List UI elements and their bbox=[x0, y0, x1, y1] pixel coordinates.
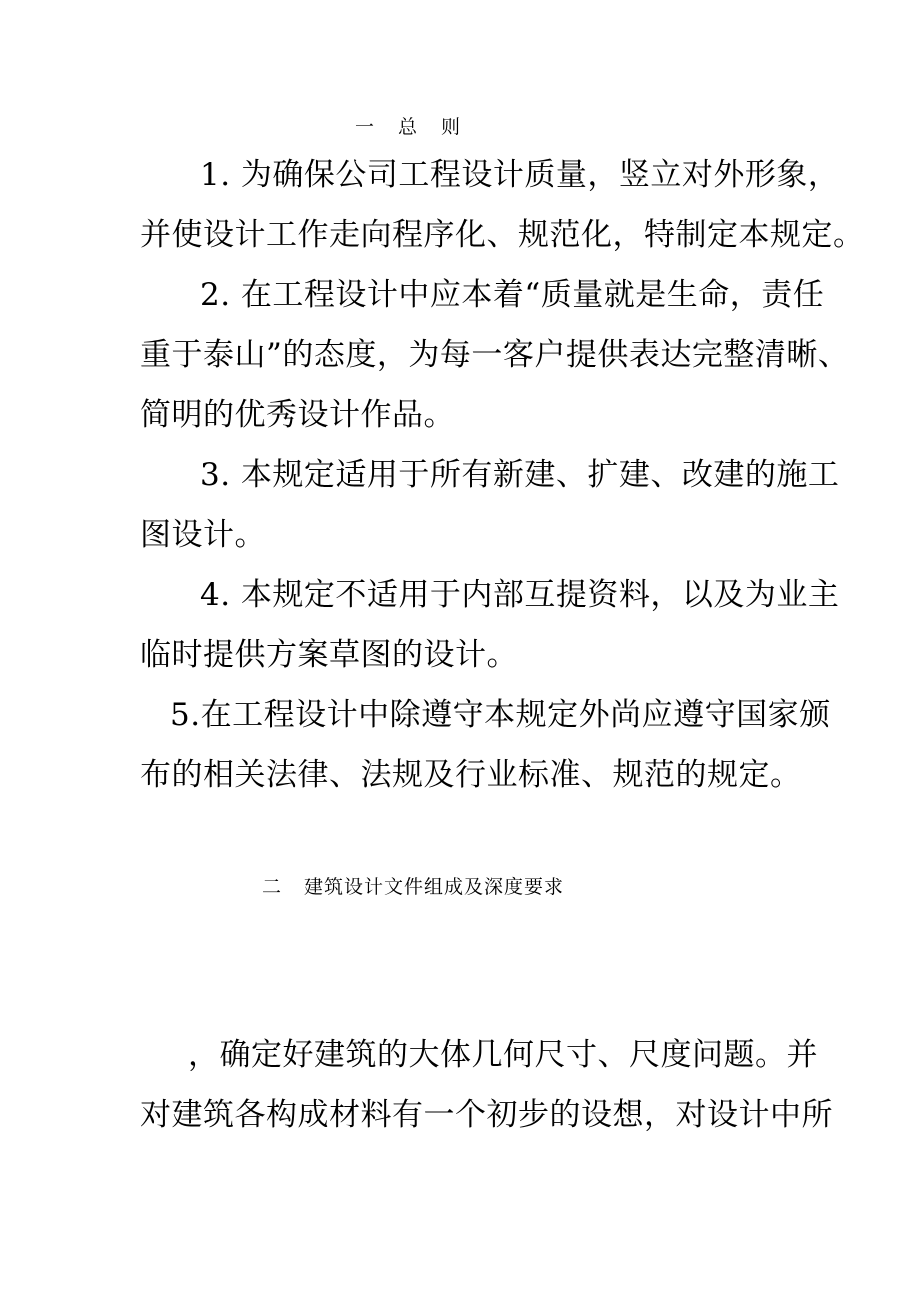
paragraph-line: 重于泰山”的态度，为每一客户提供表达完整清晰、 bbox=[140, 337, 850, 373]
paragraph-line: 2. 在工程设计中应本着“质量就是生命，责任 bbox=[200, 277, 825, 313]
paragraph-line: 并使设计工作走向程序化、规范化，特制定本规定。 bbox=[140, 217, 865, 253]
paragraph-line: 图设计。 bbox=[140, 517, 266, 553]
paragraph-line: 5.在工程设计中除遵守本规定外尚应遵守国家颁 bbox=[170, 697, 831, 733]
heading-number: 二 bbox=[262, 876, 283, 898]
paragraph-line: 1. 为确保公司工程设计质量，竖立对外形象， bbox=[200, 157, 840, 193]
section-heading-architecture bbox=[262, 878, 564, 897]
heading-word: 总 bbox=[398, 116, 424, 138]
section-heading-general bbox=[355, 118, 466, 137]
heading-title: 建筑设计文件组成及深度要求 bbox=[304, 876, 565, 898]
paragraph-line: 临时提供方案草图的设计。 bbox=[140, 637, 518, 673]
heading-word: 则 bbox=[441, 116, 467, 138]
paragraph-line: 对建筑各构成材料有一个初步的设想，对设计中所 bbox=[140, 1097, 833, 1133]
paragraph-line: 简明的优秀设计作品。 bbox=[140, 397, 455, 433]
paragraph-line: 布的相关法律、法规及行业标准、规范的规定。 bbox=[140, 757, 802, 793]
heading-number: 一 bbox=[355, 116, 381, 138]
paragraph-line: 4. 本规定不适用于内部互提资料，以及为业主 bbox=[200, 577, 840, 613]
paragraph-line: ，确定好建筑的大体几何尺寸、尺度问题。并 bbox=[188, 1037, 818, 1073]
paragraph-line: 3. 本规定适用于所有新建、扩建、改建的施工 bbox=[200, 457, 840, 493]
